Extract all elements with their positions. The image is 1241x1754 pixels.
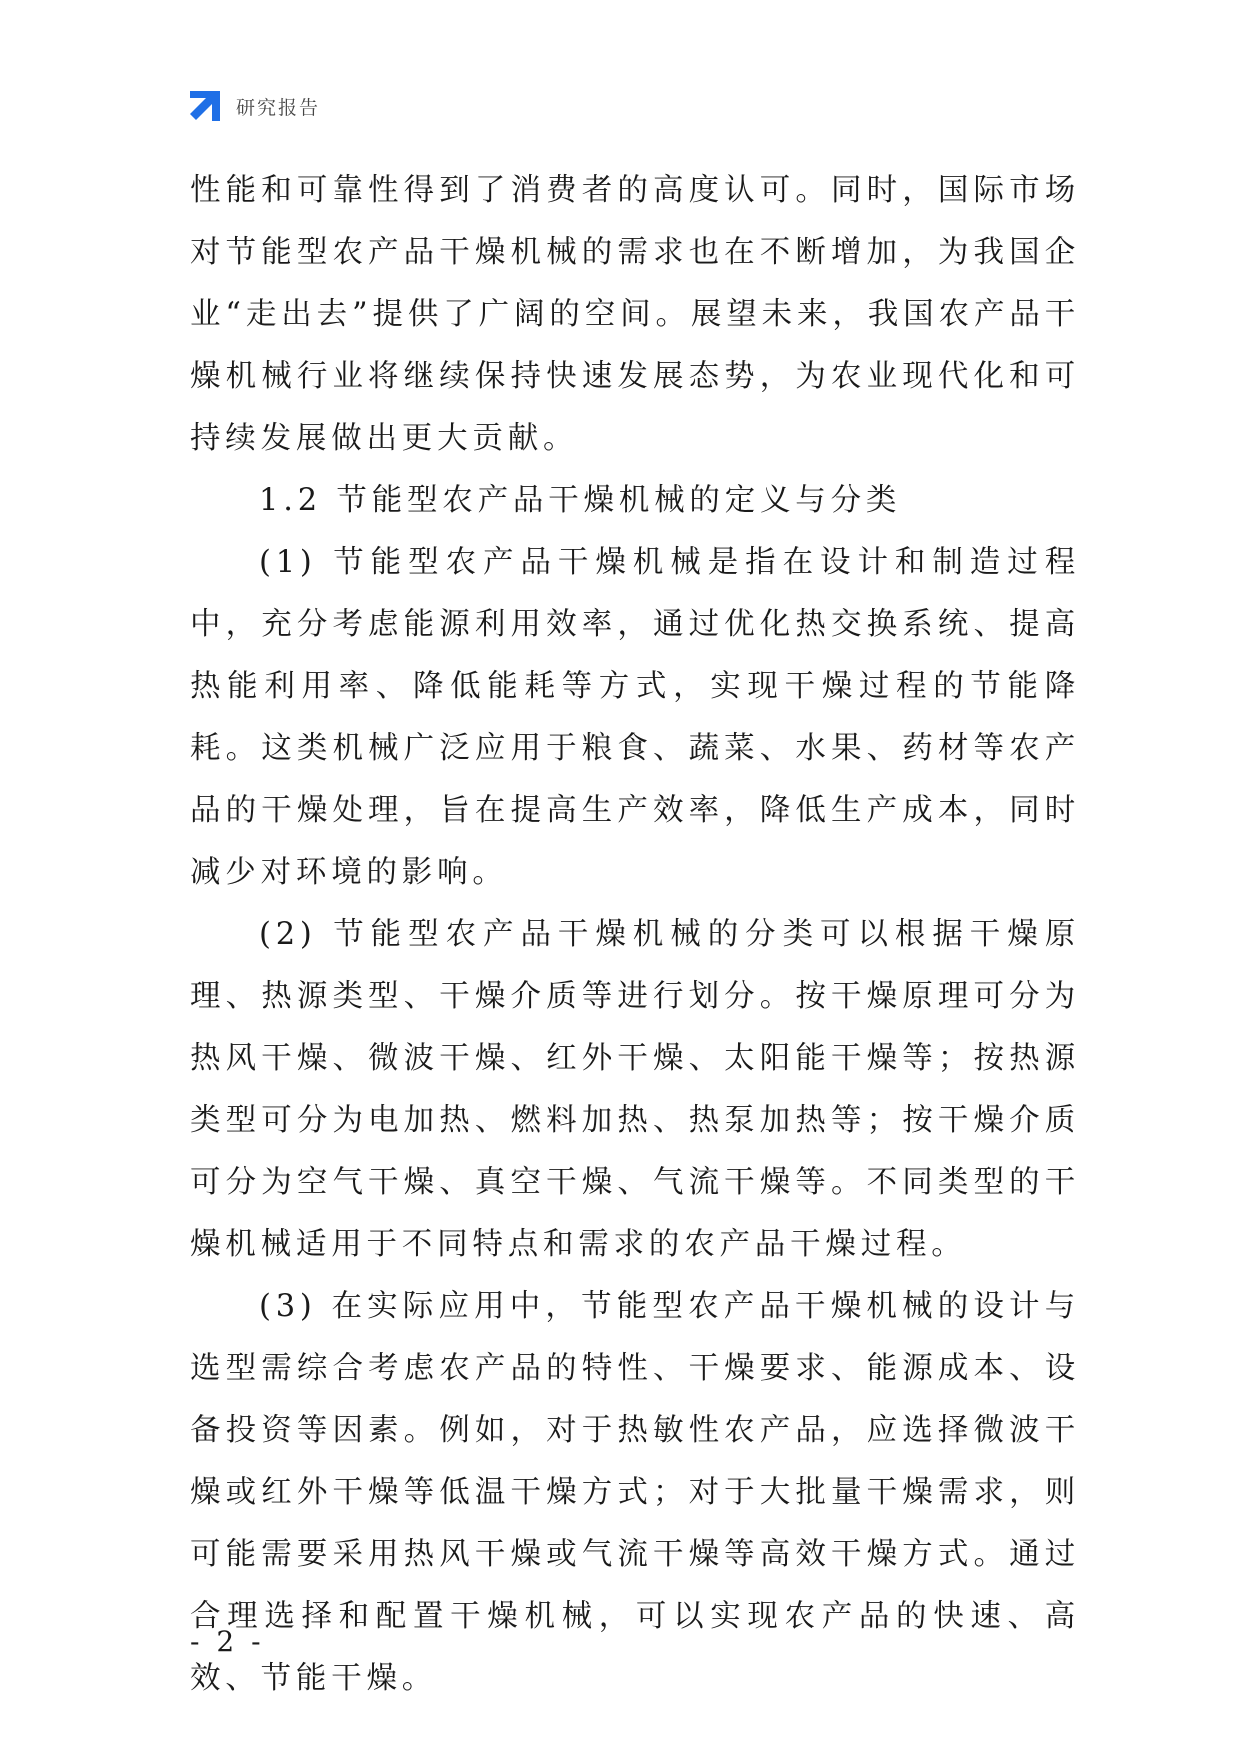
header-title: 研究报告 [236, 96, 321, 119]
page-number: - 2 - [190, 1625, 265, 1658]
page-header [188, 88, 320, 124]
paragraph-application: (3) 在实际应用中，节能型农产品干燥机械的设计与选型需综合考虑农产品的特性、干燥要求、能源成本、设备投资等因素。例如，对于热敏性农产品，应选择微波干燥或红外干燥等低温干燥方式；对于大批量干燥需求，则可能需要采用热风干燥或气流干燥等高效干燥方式。通过合理选择和配置干燥机械，可以实现农产品的快速、高效、节能干燥。 [190, 1289, 1080, 1696]
document-body [190, 160, 1080, 1710]
section-heading: 1.2 节能型农产品干燥机械的定义与分类 [259, 483, 902, 518]
paragraph-classification: (2) 节能型农产品干燥机械的分类可以根据干燥原理、热源类型、干燥介质等进行划分。按干燥原理可分为热风干燥、微波干燥、红外干燥、太阳能干燥等；按热源类型可分为电加热、燃料加热、热泵加热等；按干燥介质可分为空气干燥、真空干燥、气流干燥等。不同类型的干燥机械适用于不同特点和需求的农产品干燥过程。 [190, 917, 1080, 1262]
paragraph-definition: (1) 节能型农产品干燥机械是指在设计和制造过程中，充分考虑能源利用效率，通过优化热交换系统、提高热能利用率、降低能耗等方式，实现干燥过程的节能降耗。这类机械广泛应用于粮食、蔬菜、水果、药材等农产品的干燥处理，旨在提高生产效率，降低生产成本，同时减少对环境的影响。 [190, 545, 1080, 890]
paragraph-continued: 性能和可靠性得到了消费者的高度认可。同时，国际市场对节能型农产品干燥机械的需求也在不断增加，为我国企业“走出去”提供了广阔的空间。展望未来，我国农产品干燥机械行业将继续保持快速发展态势，为农业现代化和可持续发展做出更大贡献。 [190, 173, 1080, 456]
arrow-up-right-icon [188, 89, 222, 123]
